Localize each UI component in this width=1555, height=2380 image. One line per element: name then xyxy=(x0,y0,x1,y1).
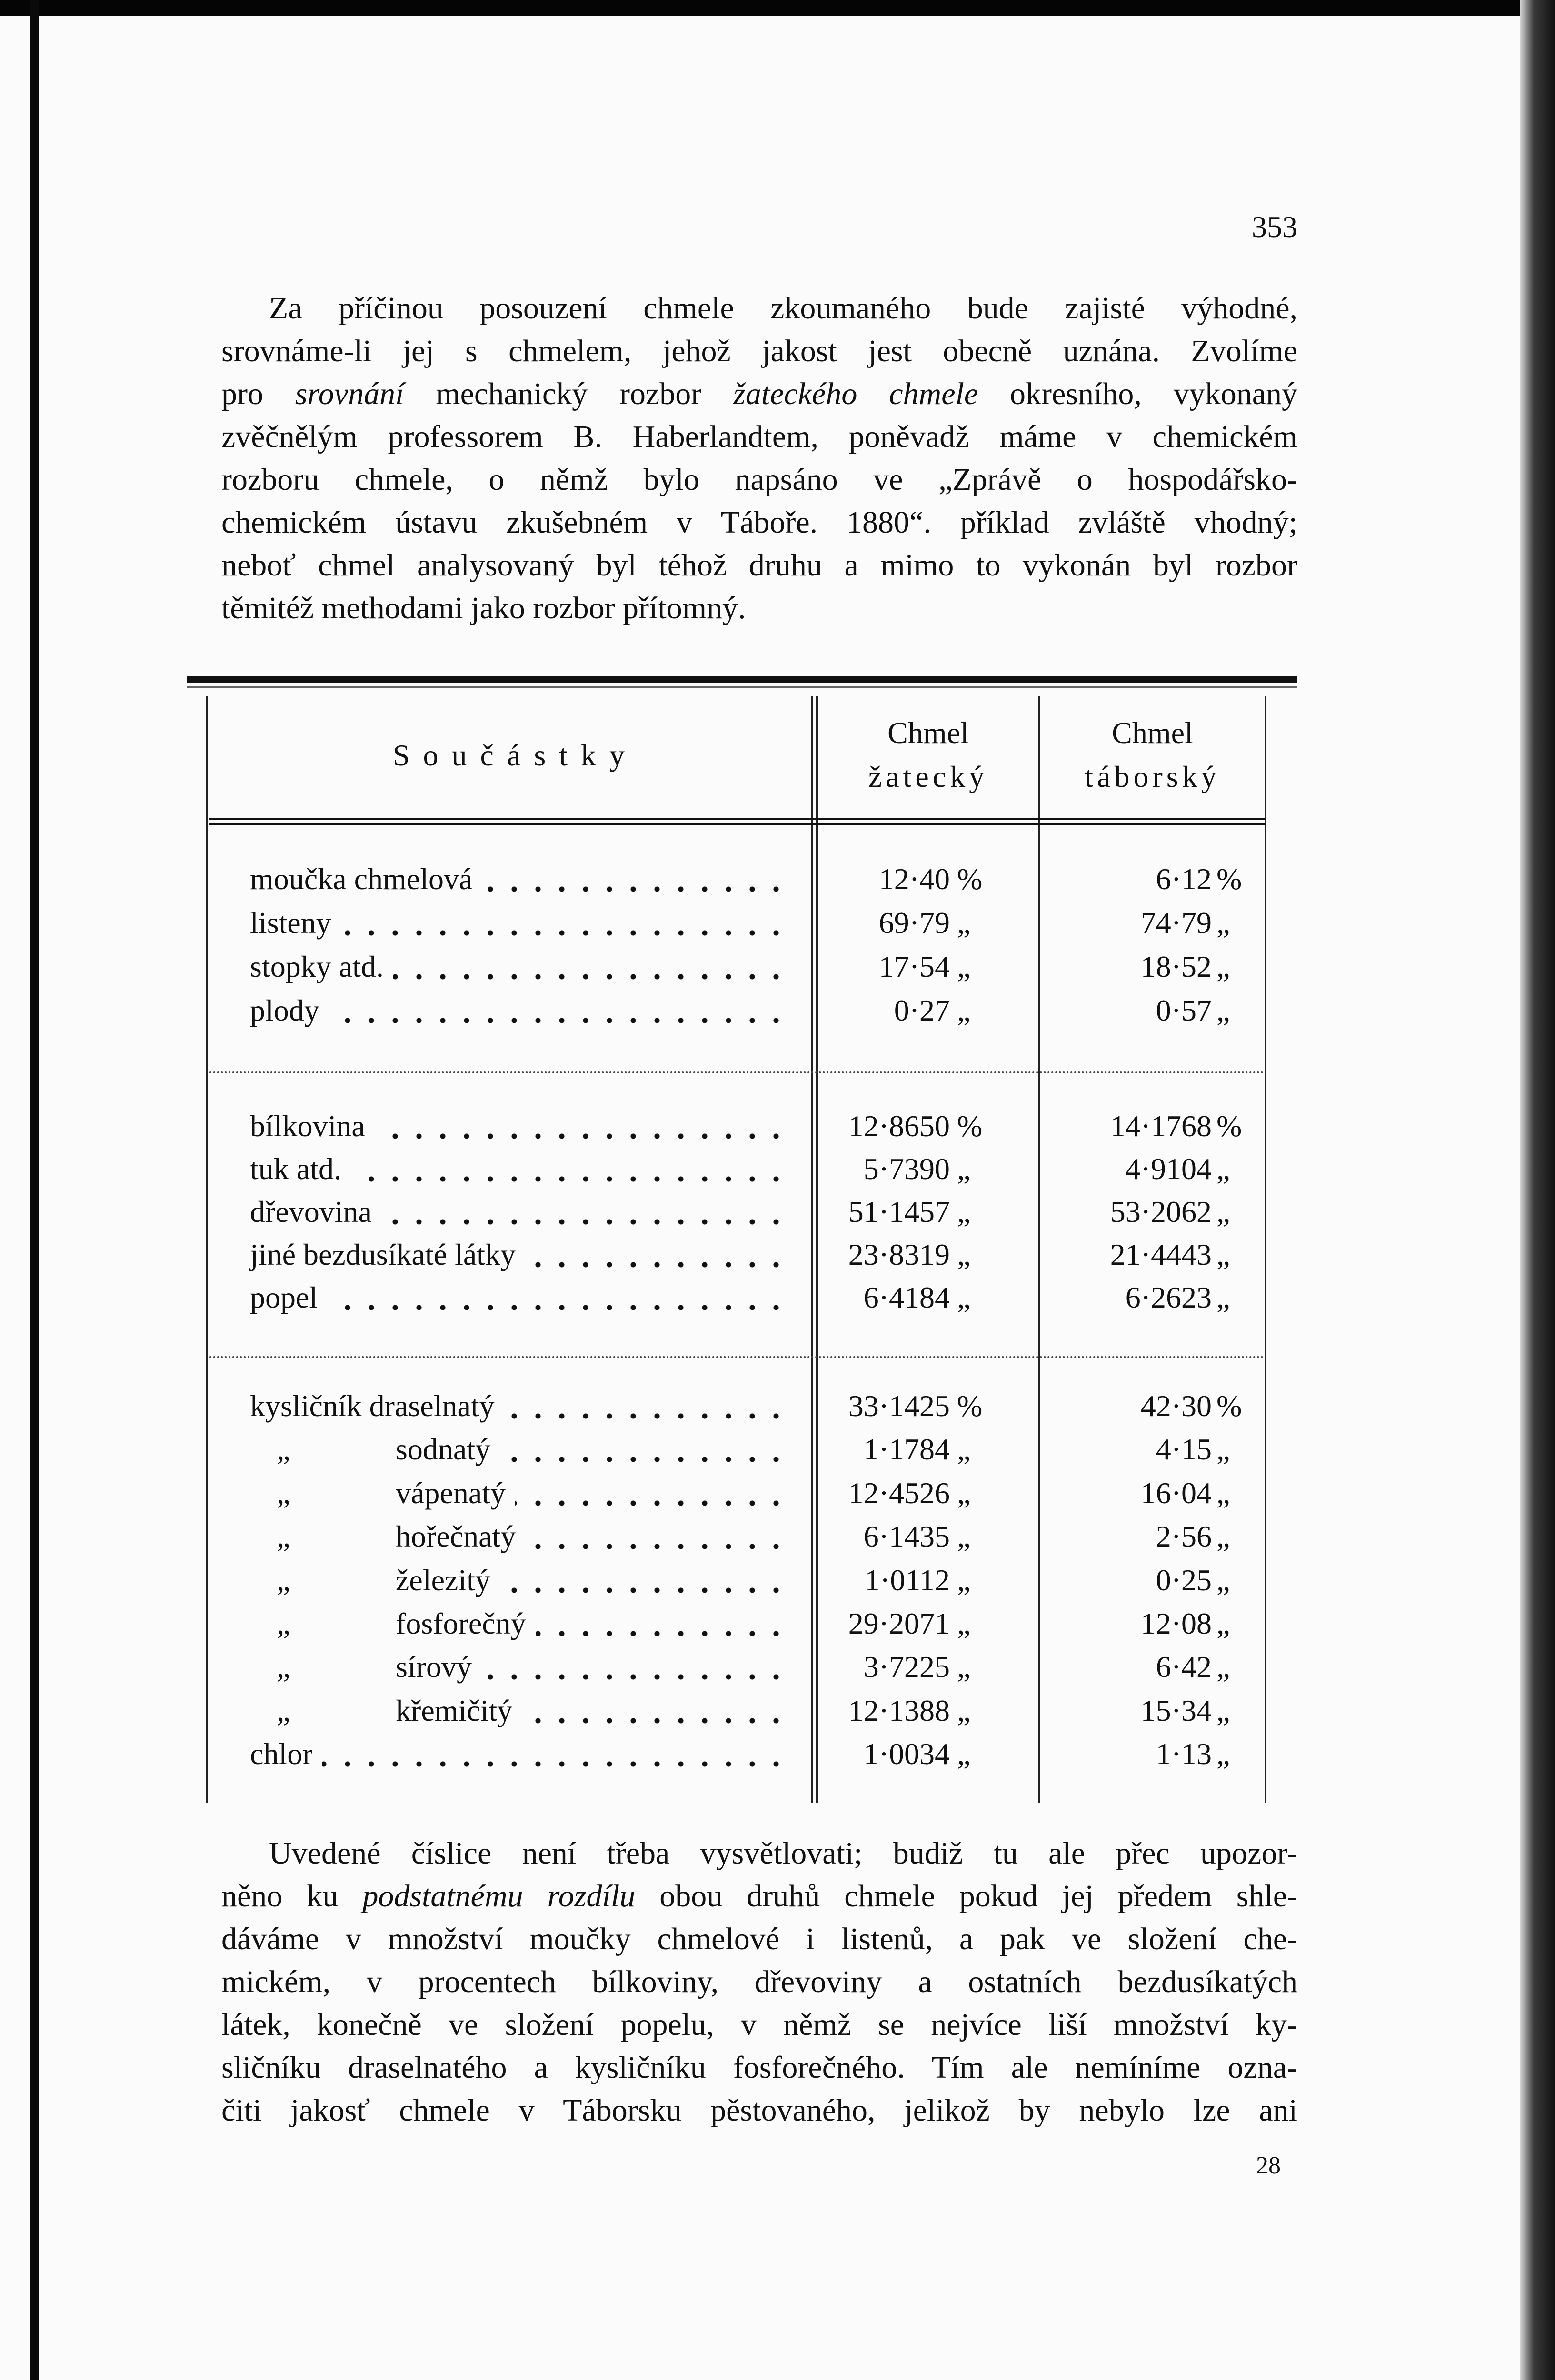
text-line xyxy=(221,373,1297,416)
italic-text: žateckého chmele xyxy=(733,377,978,411)
unit-tabor: „ xyxy=(1216,906,1230,940)
dot-leader xyxy=(481,1646,788,1688)
unit-tabor: % xyxy=(1216,1109,1242,1143)
header-tabor-line1: Chmel xyxy=(1112,716,1193,750)
row-label: stopky atd. xyxy=(250,950,384,983)
text-line xyxy=(221,330,1297,373)
unit-zatec: „ xyxy=(957,906,971,940)
value-zatec: 12·4526 xyxy=(848,1476,950,1510)
dot-leader xyxy=(482,858,788,901)
dot-leader xyxy=(375,1105,788,1148)
value-tabor: 14·1768 xyxy=(1110,1109,1212,1143)
value-tabor: 6·42 xyxy=(1156,1650,1212,1684)
table-row xyxy=(250,989,1250,1032)
table-row xyxy=(250,858,1250,901)
text: neboť chmel analysovaný byl téhož druhu a mimo to vykonán byl rozbor xyxy=(221,548,1297,583)
value-zatec: 69·79 xyxy=(878,906,950,940)
row-label: tuk atd. xyxy=(250,1152,341,1186)
value-tabor: 4·15 xyxy=(1156,1432,1212,1467)
text-line xyxy=(221,2089,1297,2132)
text-line xyxy=(221,501,1297,544)
ditto-mark: „ xyxy=(277,1563,290,1597)
dot-leader xyxy=(329,989,788,1032)
dot-leader xyxy=(351,1148,788,1190)
row-label: bílkovina xyxy=(250,1109,365,1143)
dot-leader xyxy=(341,902,788,944)
unit-tabor: „ xyxy=(1216,1737,1230,1771)
table-top-rule xyxy=(187,676,1297,683)
unit-tabor: % xyxy=(1216,1389,1242,1423)
dot-leader xyxy=(381,1190,788,1233)
dot-leader xyxy=(322,1733,788,1775)
table-row xyxy=(250,1276,1250,1319)
ditto-mark: „ xyxy=(277,1606,290,1640)
dot-leader xyxy=(500,1428,788,1471)
unit-zatec: „ xyxy=(957,1519,971,1554)
scan-top-edge xyxy=(0,0,1555,16)
unit-zatec: „ xyxy=(957,1606,971,1640)
scan-right-edge xyxy=(1520,0,1555,2380)
unit-tabor: „ xyxy=(1216,1152,1230,1186)
dot-leader xyxy=(500,1559,788,1602)
unit-zatec: „ xyxy=(957,1195,971,1229)
header-bottom-rule xyxy=(209,818,1266,820)
value-zatec: 0·27 xyxy=(894,993,950,1027)
table-right-border xyxy=(1265,696,1266,1803)
table-row xyxy=(250,1385,1250,1428)
row-label: moučka chmelová xyxy=(250,862,473,896)
text-line xyxy=(221,587,1297,630)
group-separator xyxy=(209,1356,1264,1358)
unit-tabor: „ xyxy=(1216,1195,1230,1229)
header-zatec-line2: žatecký xyxy=(868,760,988,793)
text: dáváme v množství moučky chmelové i listenů, a pak ve složení che- xyxy=(221,1922,1297,1956)
text: sličníku draselnatého a kysličníku fosforečného. Tím ale nemíníme ozna- xyxy=(221,2050,1297,2085)
ditto-mark: „ xyxy=(277,1476,290,1510)
row-label: vápenatý xyxy=(396,1476,506,1510)
unit-tabor: % xyxy=(1216,862,1242,896)
value-zatec: 5·7390 xyxy=(863,1152,950,1186)
unit-tabor: „ xyxy=(1216,950,1230,983)
unit-zatec: „ xyxy=(957,950,971,983)
text-line xyxy=(221,458,1297,501)
dot-leader xyxy=(504,1385,788,1428)
row-label: sírový xyxy=(396,1650,472,1684)
unit-tabor: „ xyxy=(1216,1280,1230,1314)
unit-zatec: „ xyxy=(957,1737,971,1771)
value-tabor: 12·08 xyxy=(1140,1606,1212,1640)
unit-tabor: „ xyxy=(1216,1238,1230,1271)
value-tabor: 21·4443 xyxy=(1110,1238,1212,1271)
text-line xyxy=(221,1875,1297,1918)
value-tabor: 42·30 xyxy=(1140,1389,1212,1423)
unit-zatec: „ xyxy=(957,1152,971,1186)
dot-leader xyxy=(525,1233,788,1276)
value-zatec: 12·8650 xyxy=(848,1109,950,1143)
unit-tabor: „ xyxy=(1216,1563,1230,1597)
text-line xyxy=(221,287,1297,330)
paragraph-discussion xyxy=(221,1832,1297,2132)
header-components: S o u č á s t k y xyxy=(392,738,628,772)
unit-zatec: % xyxy=(957,862,983,896)
text: srovnáme-li jej s chmelem, jehož jakost jest obecně uznána. Zvolíme xyxy=(221,334,1297,368)
value-zatec: 51·1457 xyxy=(848,1195,950,1229)
text: Uvedené číslice není třeba vysvětlovati; budiž tu ale přec upozor- xyxy=(269,1836,1297,1871)
text-line xyxy=(221,544,1297,587)
row-label: železitý xyxy=(396,1563,490,1597)
row-label: plody xyxy=(250,993,319,1027)
value-tabor: 6·2623 xyxy=(1125,1280,1212,1314)
italic-text: podstatnému rozdílu xyxy=(362,1879,636,1914)
table-row xyxy=(250,945,1250,988)
value-tabor: 4·9104 xyxy=(1125,1152,1212,1186)
table-row xyxy=(250,1472,1250,1515)
table-row xyxy=(250,1559,1250,1602)
text-line xyxy=(221,1961,1297,2003)
unit-zatec: „ xyxy=(957,1476,971,1510)
unit-zatec: „ xyxy=(957,1280,971,1314)
text-line xyxy=(221,416,1297,458)
text: okresního, vykonaný xyxy=(978,377,1297,411)
dot-leader xyxy=(327,1276,788,1319)
table-row xyxy=(250,902,1250,944)
dot-leader xyxy=(536,1602,788,1645)
unit-tabor: „ xyxy=(1216,1519,1230,1554)
row-label: popel xyxy=(250,1280,318,1314)
unit-zatec: „ xyxy=(957,993,971,1027)
header-zatec-line1: Chmel xyxy=(887,716,969,750)
paragraph-intro xyxy=(221,287,1297,630)
text: látek, konečně ve složení popelu, v němž se nejvíce liší množství ky- xyxy=(221,2007,1297,2042)
text: něno ku xyxy=(221,1879,363,1914)
table-row xyxy=(250,1105,1250,1148)
text: rozboru chmele, o němž bylo napsáno ve „Zprávě o hospodářsko- xyxy=(221,462,1297,497)
text: obou druhů chmele pokud jej předem shle- xyxy=(635,1879,1297,1914)
value-zatec: 23·8319 xyxy=(848,1238,950,1271)
value-zatec: 17·54 xyxy=(878,950,950,983)
text-line xyxy=(221,1918,1297,1961)
table-row xyxy=(250,1190,1250,1233)
row-label: dřevovina xyxy=(250,1195,372,1229)
value-tabor: 0·25 xyxy=(1156,1563,1212,1597)
table-row xyxy=(250,1233,1250,1276)
value-tabor: 16·04 xyxy=(1140,1476,1212,1510)
text: těmitéž methodami jako rozbor přítomný. xyxy=(221,591,746,625)
header-bottom-rule xyxy=(209,823,1266,825)
table-row xyxy=(250,1515,1250,1558)
unit-tabor: „ xyxy=(1216,1693,1230,1727)
text: mickém, v procentech bílkoviny, dřevoviny a ostatních bezdusíkatých xyxy=(221,1964,1297,1999)
table-row xyxy=(250,1646,1250,1688)
text: mechanický rozbor xyxy=(404,377,734,411)
value-zatec: 1·1784 xyxy=(863,1432,950,1467)
value-tabor: 6·12 xyxy=(1156,862,1212,896)
dot-leader xyxy=(393,945,788,988)
value-tabor: 0·57 xyxy=(1156,993,1212,1027)
value-tabor: 18·52 xyxy=(1140,950,1212,983)
value-zatec: 6·4184 xyxy=(863,1280,950,1314)
table-row xyxy=(250,1602,1250,1645)
row-label: fosforečný xyxy=(396,1606,526,1640)
table-row xyxy=(250,1733,1250,1775)
text: Za příčinou posouzení chmele zkoumaného bude zajisté výhodné, xyxy=(269,291,1297,326)
value-zatec: 12·1388 xyxy=(848,1693,950,1727)
text: zvěčnělým professorem B. Haberlandtem, poněvadž máme v chemickém xyxy=(221,419,1297,454)
page-number: 353 xyxy=(1252,210,1297,244)
unit-tabor: „ xyxy=(1216,1432,1230,1467)
value-tabor: 15·34 xyxy=(1140,1693,1212,1727)
text: pro xyxy=(221,377,295,411)
unit-zatec: „ xyxy=(957,1693,971,1727)
row-label: hořečnatý xyxy=(396,1519,516,1554)
unit-zatec: „ xyxy=(957,1563,971,1597)
row-label: křemičitý xyxy=(396,1693,513,1727)
header-tabor-line2: táborský xyxy=(1085,760,1220,793)
text-line xyxy=(221,2046,1297,2089)
text: čiti jakosť chmele v Táborsku pěstovaného, jelikož by nebylo lze ani xyxy=(221,2093,1297,2128)
ditto-mark: „ xyxy=(277,1693,290,1727)
unit-zatec: „ xyxy=(957,1238,971,1271)
text: chemickém ústavu zkušebném v Táboře. 1880“. příklad zvláště vhodný; xyxy=(221,505,1297,540)
row-label: sodnatý xyxy=(396,1432,491,1467)
ditto-mark: „ xyxy=(277,1650,290,1684)
table-top-thin-rule xyxy=(187,686,1297,688)
value-zatec: 29·2071 xyxy=(848,1606,950,1640)
row-label: listeny xyxy=(250,906,331,940)
value-tabor: 1·13 xyxy=(1156,1737,1212,1771)
ditto-mark: „ xyxy=(277,1519,290,1554)
value-tabor: 2·56 xyxy=(1156,1519,1212,1554)
value-tabor: 74·79 xyxy=(1140,906,1212,940)
unit-zatec: „ xyxy=(957,1650,971,1684)
value-zatec: 1·0112 xyxy=(865,1563,950,1597)
group-separator xyxy=(209,1071,1264,1073)
table-row xyxy=(250,1428,1250,1471)
row-label: chlor xyxy=(250,1737,313,1771)
unit-tabor: „ xyxy=(1216,993,1230,1027)
unit-zatec: % xyxy=(957,1109,983,1143)
scan-left-edge xyxy=(30,0,39,2380)
text-line xyxy=(221,1832,1297,1875)
dot-leader xyxy=(515,1472,788,1515)
unit-tabor: „ xyxy=(1216,1650,1230,1684)
ditto-mark: „ xyxy=(277,1432,290,1467)
row-label: jiné bezdusíkaté látky xyxy=(250,1238,516,1271)
value-zatec: 1·0034 xyxy=(863,1737,950,1771)
unit-tabor: „ xyxy=(1216,1606,1230,1640)
table-left-border xyxy=(206,696,208,1803)
table-row xyxy=(250,1689,1250,1732)
value-zatec: 3·7225 xyxy=(863,1650,950,1684)
table-row xyxy=(250,1148,1250,1190)
row-label: kysličník draselnatý xyxy=(250,1389,495,1423)
value-zatec: 33·1425 xyxy=(848,1389,950,1423)
text-line xyxy=(221,2003,1297,2046)
unit-zatec: % xyxy=(957,1389,983,1423)
dot-leader xyxy=(525,1515,788,1558)
italic-text: srovnání xyxy=(295,377,404,411)
unit-zatec: „ xyxy=(957,1432,971,1467)
value-zatec: 6·1435 xyxy=(863,1519,950,1554)
value-tabor: 53·2062 xyxy=(1110,1195,1212,1229)
signature-number: 28 xyxy=(1256,2152,1281,2179)
unit-tabor: „ xyxy=(1216,1476,1230,1510)
dot-leader xyxy=(522,1689,788,1732)
value-zatec: 12·40 xyxy=(878,862,950,896)
